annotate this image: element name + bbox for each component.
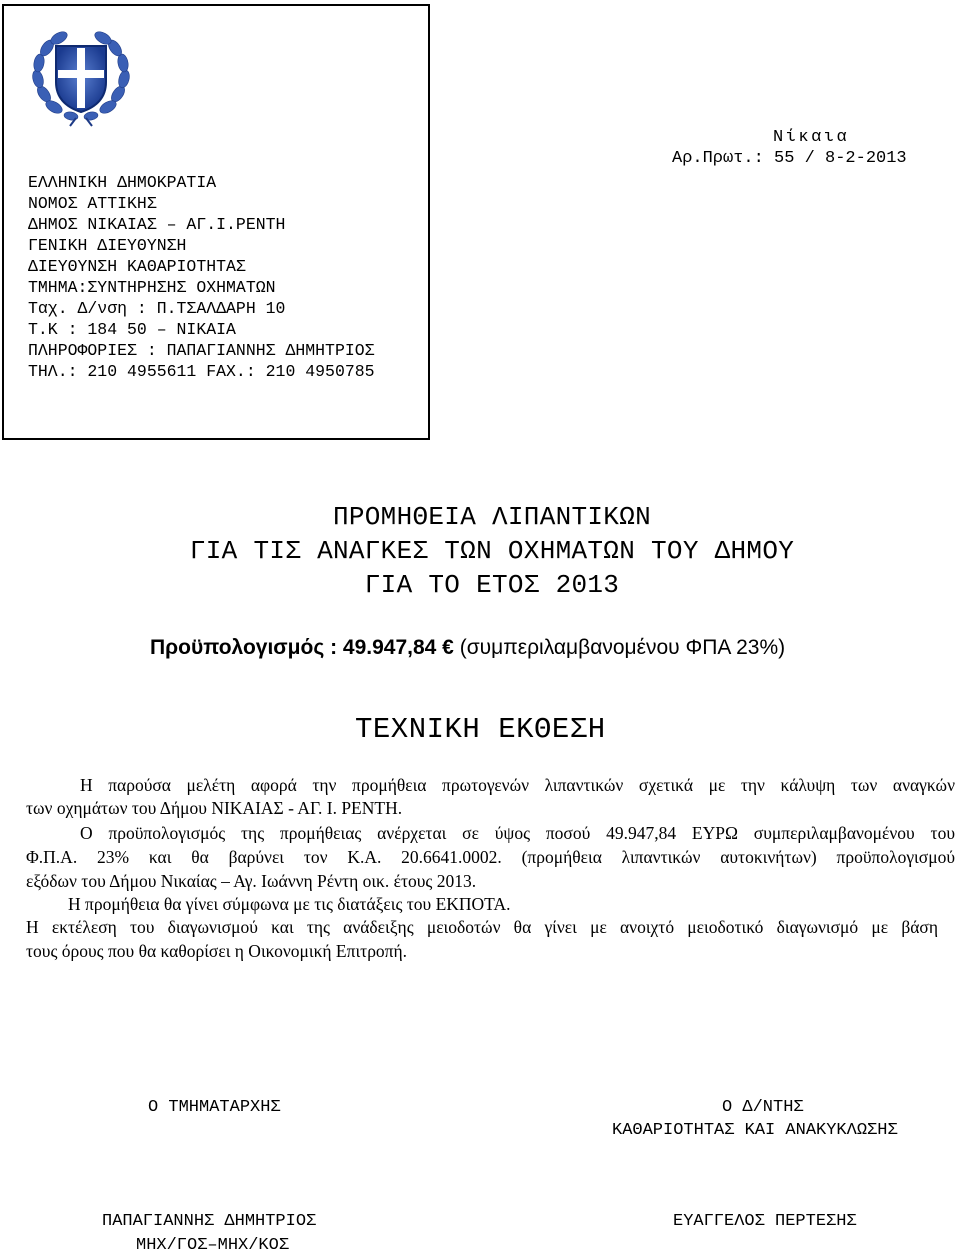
place-label: Νίκαια: [773, 128, 850, 147]
header-line-contact-person: ΠΛΗΡΟΦΟΡΙΕΣ : ΠΑΠΑΓΙΑΝΝΗΣ ΔΗΜΗΤΡΙΟΣ: [28, 341, 375, 360]
budget-amount: Προϋπολογισμός : 49.947,84 €: [150, 636, 454, 659]
header-line-prefecture: ΝΟΜΟΣ ΑΤΤΙΚΗΣ: [28, 194, 157, 213]
header-line-directorate: ΔΙΕΥΘΥΝΣΗ ΚΑΘΑΡΙΟΤΗΤΑΣ: [28, 257, 246, 276]
paragraph-1-line-1: Η παρούσα μελέτη αφορά την προμήθεια πρωτογενών λιπαντικών σχετικά με την κάλυψη των αναγκών: [80, 775, 955, 795]
title-line-1: ΠΡΟΜΗΘΕΙΑ ΛΙΠΑΝΤΙΚΩΝ: [332, 502, 652, 532]
header-line-address: Ταχ. Δ/νση : Π.ΤΣΑΛΔΑΡΗ 10: [28, 299, 286, 318]
paragraph-3-line-1: Η προμήθεια θα γίνει σύμφωνα με τις διατάξεις του ΕΚΠΟΤΑ.: [68, 894, 511, 914]
header-line-municipality: ΔΗΜΟΣ ΝΙΚΑΙΑΣ – ΑΓ.Ι.ΡΕΝΤΗ: [28, 215, 286, 234]
signature-left-role: Ο ΤΜΗΜΑΤΑΡΧΗΣ: [148, 1098, 281, 1117]
signature-left-name: ΠΑΠΑΓΙΑΝΝΗΣ ΔΗΜΗΤΡΙΟΣ: [102, 1212, 317, 1231]
header-line-postcode: Τ.Κ : 184 50 – ΝΙΚΑΙΑ: [28, 320, 236, 339]
paragraph-1-line-2: των οχημάτων του Δήμου ΝΙΚΑΙΑΣ - ΑΓ. Ι. ΡΕΝΤΗ.: [26, 798, 403, 818]
paragraph-4-line-2: τους όρους που θα καθορίσει η Οικονομική Επιτροπή.: [26, 941, 408, 961]
paragraph-4-line-1: Η εκτέλεση του διαγωνισμού και της ανάδειξης μειοδοτών θα γίνει με ανοιχτό μειοδοτικό διαγωνισμό με βάση: [26, 917, 938, 937]
title-line-2: ΓΙΑ ΤΙΣ ΑΝΑΓΚΕΣ ΤΩΝ ΟΧΗΜΑΤΩΝ ΤΟΥ ΔΗΜΟΥ: [189, 536, 795, 566]
paragraph-2-line-2: Φ.Π.Α. 23% και θα βαρύνει τον Κ.Α. 20.6641.0002. (προμήθεια λιπαντικών αυτοκινήτων) προϋπολογισμού: [26, 847, 955, 867]
header-line-general-directorate: ΓΕΝΙΚΗ ΔΙΕΥΘΥΝΣΗ: [28, 236, 187, 255]
signature-left-title: ΜΗΧ/ΓΟΣ–ΜΗΧ/ΚΟΣ: [136, 1236, 290, 1255]
budget-line: [150, 636, 785, 660]
signature-right-role-line-2: ΚΑΘΑΡΙΟΤΗΤΑΣ ΚΑΙ ΑΝΑΚΥΚΛΩΣΗΣ: [612, 1121, 898, 1140]
signature-right-role-line-1: Ο Δ/ΝΤΗΣ: [722, 1098, 804, 1117]
greek-coat-of-arms-icon: [26, 24, 136, 129]
header-box: [2, 4, 430, 440]
budget-vat-note: (συμπεριλαμβανομένου ΦΠΑ 23%): [459, 636, 786, 659]
signature-right-name: ΕΥΑΓΓΕΛΟΣ ΠΕΡΤΕΣΗΣ: [673, 1212, 857, 1231]
paragraph-2-line-3: εξόδων του Δήμου Νικαίας – Αγ. Ιωάννη Ρέντη οικ. έτους 2013.: [26, 871, 477, 891]
paragraph-2-line-1: Ο προϋπολογισμός της προμήθειας ανέρχεται σε ύψος ποσού 49.947,84 ΕΥΡΩ συμπεριλαμβανομένου του: [80, 823, 955, 843]
protocol-number: Αρ.Πρωτ.: 55 / 8-2-2013: [672, 149, 907, 168]
header-line-department: ΤΜΗΜΑ:ΣΥΝΤΗΡΗΣΗΣ ΟΧΗΜΑΤΩΝ: [28, 278, 276, 297]
title-line-3: ΓΙΑ ΤΟ ΕΤΟΣ 2013: [364, 570, 620, 600]
header-line-phone-fax: ΤΗΛ.: 210 4955611 FAX.: 210 4950785: [28, 362, 375, 381]
header-line-country: ΕΛΛΗΝΙΚΗ ΔΗΜΟΚΡΑΤΙΑ: [28, 173, 217, 192]
report-title: ΤΕΧΝΙΚΗ ΕΚΘΕΣΗ: [355, 713, 606, 746]
